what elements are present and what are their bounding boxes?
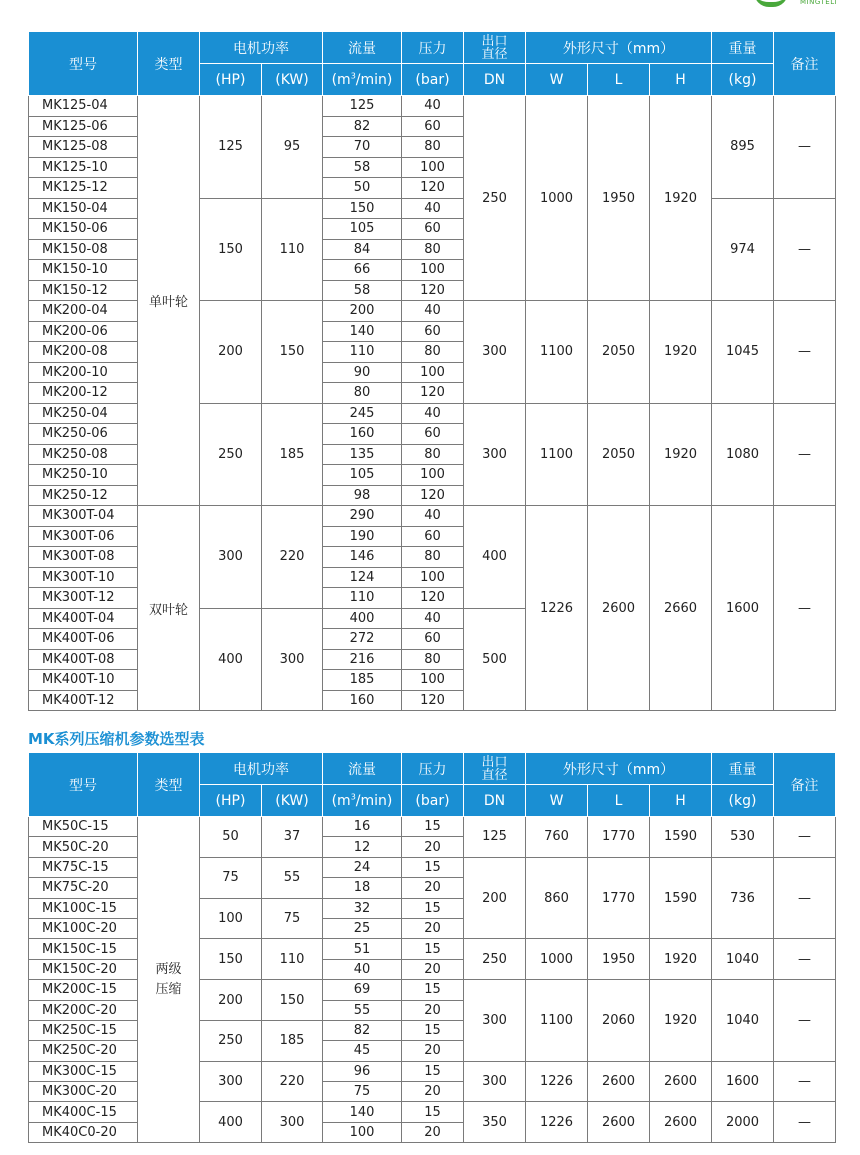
flow-cell: 110 <box>323 342 402 363</box>
pressure-cell: 120 <box>402 178 464 199</box>
flow-cell: 45 <box>323 1041 402 1061</box>
hp-cell: 125 <box>200 96 262 199</box>
pressure-cell: 120 <box>402 485 464 506</box>
dn-cell: 200 <box>464 857 526 939</box>
pressure-cell: 20 <box>402 1082 464 1102</box>
flow-cell: 84 <box>323 239 402 260</box>
model-cell: MK125-08 <box>29 137 138 158</box>
flow-cell: 272 <box>323 629 402 650</box>
l-cell: 1770 <box>588 817 650 858</box>
model-cell: MK250C-15 <box>29 1020 138 1040</box>
w-cell: 760 <box>526 817 588 858</box>
model-cell: MK75C-15 <box>29 857 138 877</box>
model-cell: MK400T-06 <box>29 629 138 650</box>
unit-kg: (kg) <box>712 64 774 96</box>
flow-cell: 51 <box>323 939 402 959</box>
header-type: 类型 <box>138 32 200 96</box>
model-cell: MK200-08 <box>29 342 138 363</box>
flow-cell: 69 <box>323 980 402 1000</box>
h-cell: 2660 <box>650 506 712 711</box>
w-cell: 1226 <box>526 1061 588 1102</box>
dn-cell: 300 <box>464 403 526 506</box>
flow-cell: 146 <box>323 547 402 568</box>
h-cell: 1920 <box>650 301 712 404</box>
model-cell: MK400C-15 <box>29 1102 138 1122</box>
kw-cell: 37 <box>262 817 323 858</box>
model-cell: MK400T-12 <box>29 690 138 711</box>
type-cell: 两级 压缩 <box>138 817 200 1143</box>
flow-cell: 140 <box>323 321 402 342</box>
flow-cell: 58 <box>323 157 402 178</box>
header-outlet: 出口 直径 <box>464 753 526 785</box>
flow-cell: 96 <box>323 1061 402 1081</box>
l-cell: 1770 <box>588 857 650 939</box>
model-cell: MK300T-08 <box>29 547 138 568</box>
h-cell: 1590 <box>650 857 712 939</box>
model-cell: MK250-12 <box>29 485 138 506</box>
h-cell: 1920 <box>650 980 712 1062</box>
l-cell: 2600 <box>588 1102 650 1143</box>
header-remark: 备注 <box>774 32 836 96</box>
model-cell: MK75C-20 <box>29 878 138 898</box>
kw-cell: 110 <box>262 198 323 301</box>
weight-cell: 1600 <box>712 506 774 711</box>
flow-cell: 200 <box>323 301 402 322</box>
w-cell: 1226 <box>526 1102 588 1143</box>
unit-bar: (bar) <box>402 64 464 96</box>
header-pressure: 压力 <box>402 32 464 64</box>
remark-cell: — <box>774 939 836 980</box>
h-cell: 1920 <box>650 403 712 506</box>
kw-cell: 95 <box>262 96 323 199</box>
header-model: 型号 <box>29 32 138 96</box>
model-cell: MK150-12 <box>29 280 138 301</box>
l-cell: 2050 <box>588 301 650 404</box>
header-motor-power: 电机功率 <box>200 32 323 64</box>
model-cell: MK125-10 <box>29 157 138 178</box>
model-cell: MK50C-15 <box>29 817 138 837</box>
flow-cell: 400 <box>323 608 402 629</box>
dn-cell: 350 <box>464 1102 526 1143</box>
hp-cell: 300 <box>200 506 262 609</box>
hp-cell: 150 <box>200 198 262 301</box>
h-cell: 1920 <box>650 939 712 980</box>
pressure-cell: 15 <box>402 857 464 877</box>
weight-cell: 530 <box>712 817 774 858</box>
pressure-cell: 40 <box>402 608 464 629</box>
l-cell: 2050 <box>588 403 650 506</box>
model-cell: MK250-06 <box>29 424 138 445</box>
pressure-cell: 80 <box>402 342 464 363</box>
model-cell: MK150-04 <box>29 198 138 219</box>
model-cell: MK300C-15 <box>29 1061 138 1081</box>
pressure-cell: 60 <box>402 424 464 445</box>
model-cell: MK100C-15 <box>29 898 138 918</box>
flow-cell: 290 <box>323 506 402 527</box>
pressure-cell: 15 <box>402 980 464 1000</box>
pressure-cell: 100 <box>402 465 464 486</box>
pressure-cell: 100 <box>402 670 464 691</box>
pressure-cell: 60 <box>402 321 464 342</box>
pressure-cell: 60 <box>402 116 464 137</box>
w-cell: 1226 <box>526 506 588 711</box>
pressure-cell: 100 <box>402 567 464 588</box>
pressure-cell: 15 <box>402 1020 464 1040</box>
flow-cell: 245 <box>323 403 402 424</box>
flow-cell: 80 <box>323 383 402 404</box>
model-cell: MK125-06 <box>29 116 138 137</box>
w-cell: 1000 <box>526 939 588 980</box>
table-row <box>29 506 836 527</box>
brand-name: MINGTELI <box>800 0 838 6</box>
remark-cell: — <box>774 403 836 506</box>
unit-hp: (HP) <box>200 785 262 817</box>
pressure-cell: 80 <box>402 547 464 568</box>
header-motor-power: 电机功率 <box>200 753 323 785</box>
model-cell: MK150-06 <box>29 219 138 240</box>
w-cell: 1100 <box>526 403 588 506</box>
pressure-cell: 120 <box>402 690 464 711</box>
weight-cell: 1040 <box>712 980 774 1062</box>
flow-cell: 160 <box>323 690 402 711</box>
unit-flow: $(m^3/\min)$ <box>323 785 402 817</box>
w-cell: 860 <box>526 857 588 939</box>
dn-cell: 300 <box>464 1061 526 1102</box>
weight-cell: 736 <box>712 857 774 939</box>
hp-cell: 250 <box>200 403 262 506</box>
unit-bar: (bar) <box>402 785 464 817</box>
hp-cell: 400 <box>200 1102 262 1143</box>
hp-cell: 200 <box>200 980 262 1021</box>
logo-swoosh-icon <box>754 0 788 7</box>
flow-cell: 100 <box>323 1122 402 1142</box>
flow-cell: 32 <box>323 898 402 918</box>
model-cell: MK200C-20 <box>29 1000 138 1020</box>
pressure-cell: 120 <box>402 383 464 404</box>
table-row <box>29 817 836 837</box>
pressure-cell: 100 <box>402 362 464 383</box>
model-cell: MK125-12 <box>29 178 138 199</box>
dn-cell: 400 <box>464 506 526 609</box>
model-cell: MK250-08 <box>29 444 138 465</box>
hp-cell: 150 <box>200 939 262 980</box>
pressure-cell: 40 <box>402 403 464 424</box>
hp-cell: 100 <box>200 898 262 939</box>
pressure-cell: 40 <box>402 301 464 322</box>
flow-cell: 125 <box>323 96 402 117</box>
dn-cell: 250 <box>464 939 526 980</box>
pressure-cell: 80 <box>402 444 464 465</box>
model-cell: MK300T-10 <box>29 567 138 588</box>
pressure-cell: 120 <box>402 280 464 301</box>
kw-cell: 300 <box>262 608 323 711</box>
model-cell: MK125-04 <box>29 96 138 117</box>
pressure-cell: 15 <box>402 817 464 837</box>
model-cell: MK100C-20 <box>29 918 138 938</box>
model-cell: MK150-08 <box>29 239 138 260</box>
weight-cell: 1045 <box>712 301 774 404</box>
header-pressure: 压力 <box>402 753 464 785</box>
h-cell: 2600 <box>650 1102 712 1143</box>
l-cell: 1950 <box>588 96 650 301</box>
kw-cell: 55 <box>262 857 323 898</box>
flow-cell: 25 <box>323 918 402 938</box>
hp-cell: 200 <box>200 301 262 404</box>
model-cell: MK250-10 <box>29 465 138 486</box>
unit-l: L <box>588 64 650 96</box>
unit-l: L <box>588 785 650 817</box>
pressure-cell: 20 <box>402 918 464 938</box>
flow-cell: 185 <box>323 670 402 691</box>
remark-cell: — <box>774 198 836 301</box>
unit-w: W <box>526 785 588 817</box>
remark-cell: — <box>774 817 836 858</box>
unit-h: H <box>650 64 712 96</box>
model-cell: MK300T-12 <box>29 588 138 609</box>
remark-cell: — <box>774 1061 836 1102</box>
l-cell: 2600 <box>588 1061 650 1102</box>
pressure-cell: 60 <box>402 219 464 240</box>
flow-cell: 140 <box>323 1102 402 1122</box>
flow-cell: 75 <box>323 1082 402 1102</box>
weight-cell: 1080 <box>712 403 774 506</box>
weight-cell: 974 <box>712 198 774 301</box>
header-dimensions: 外形尺寸（mm） <box>526 753 712 785</box>
blower-spec-table <box>28 31 836 711</box>
kw-cell: 150 <box>262 980 323 1021</box>
flow-cell: 24 <box>323 857 402 877</box>
kw-cell: 220 <box>262 1061 323 1102</box>
model-cell: MK400T-04 <box>29 608 138 629</box>
unit-kw: (KW) <box>262 785 323 817</box>
model-cell: MK400T-08 <box>29 649 138 670</box>
pressure-cell: 20 <box>402 1122 464 1142</box>
header-type: 类型 <box>138 753 200 817</box>
w-cell: 1100 <box>526 980 588 1062</box>
pressure-cell: 20 <box>402 878 464 898</box>
flow-cell: 90 <box>323 362 402 383</box>
pressure-cell: 40 <box>402 96 464 117</box>
model-cell: MK150C-20 <box>29 959 138 979</box>
pressure-cell: 20 <box>402 837 464 857</box>
flow-cell: 82 <box>323 116 402 137</box>
dn-cell: 300 <box>464 301 526 404</box>
model-cell: MK150-10 <box>29 260 138 281</box>
l-cell: 1950 <box>588 939 650 980</box>
unit-dn: DN <box>464 785 526 817</box>
kw-cell: 150 <box>262 301 323 404</box>
weight-cell: 895 <box>712 96 774 199</box>
kw-cell: 185 <box>262 1020 323 1061</box>
model-cell: MK200-10 <box>29 362 138 383</box>
kw-cell: 185 <box>262 403 323 506</box>
pressure-cell: 80 <box>402 649 464 670</box>
pressure-cell: 80 <box>402 137 464 158</box>
type-cell: 双叶轮 <box>138 506 200 711</box>
pressure-cell: 20 <box>402 1041 464 1061</box>
pressure-cell: 15 <box>402 1102 464 1122</box>
pressure-cell: 100 <box>402 260 464 281</box>
h-cell: 2600 <box>650 1061 712 1102</box>
pressure-cell: 60 <box>402 629 464 650</box>
w-cell: 1100 <box>526 301 588 404</box>
unit-hp: (HP) <box>200 64 262 96</box>
hp-cell: 400 <box>200 608 262 711</box>
kw-cell: 75 <box>262 898 323 939</box>
flow-cell: 135 <box>323 444 402 465</box>
header-remark: 备注 <box>774 753 836 817</box>
model-cell: MK40C0-20 <box>29 1122 138 1142</box>
flow-cell: 150 <box>323 198 402 219</box>
flow-cell: 160 <box>323 424 402 445</box>
h-cell: 1590 <box>650 817 712 858</box>
header-weight: 重量 <box>712 32 774 64</box>
flow-cell: 16 <box>323 817 402 837</box>
model-cell: MK200-06 <box>29 321 138 342</box>
pressure-cell: 40 <box>402 198 464 219</box>
header-model: 型号 <box>29 753 138 817</box>
unit-kw: (KW) <box>262 64 323 96</box>
flow-cell: 105 <box>323 219 402 240</box>
remark-cell: — <box>774 980 836 1062</box>
pressure-cell: 15 <box>402 939 464 959</box>
model-cell: MK50C-20 <box>29 837 138 857</box>
pressure-cell: 100 <box>402 157 464 178</box>
remark-cell: — <box>774 506 836 711</box>
l-cell: 2060 <box>588 980 650 1062</box>
flow-cell: 18 <box>323 878 402 898</box>
remark-cell: — <box>774 96 836 199</box>
model-cell: MK300T-06 <box>29 526 138 547</box>
pressure-cell: 15 <box>402 898 464 918</box>
flow-cell: 110 <box>323 588 402 609</box>
remark-cell: — <box>774 857 836 939</box>
header-weight: 重量 <box>712 753 774 785</box>
type-cell: 单叶轮 <box>138 96 200 506</box>
remark-cell: — <box>774 301 836 404</box>
unit-h: H <box>650 785 712 817</box>
flow-cell: 98 <box>323 485 402 506</box>
model-cell: MK250-04 <box>29 403 138 424</box>
pressure-cell: 15 <box>402 1061 464 1081</box>
dn-cell: 300 <box>464 980 526 1062</box>
flow-cell: 216 <box>323 649 402 670</box>
remark-cell: — <box>774 1102 836 1143</box>
weight-cell: 2000 <box>712 1102 774 1143</box>
unit-dn: DN <box>464 64 526 96</box>
compressor-spec-table <box>28 752 836 1143</box>
model-cell: MK300T-04 <box>29 506 138 527</box>
flow-cell: 70 <box>323 137 402 158</box>
weight-cell: 1600 <box>712 1061 774 1102</box>
kw-cell: 300 <box>262 1102 323 1143</box>
table-row <box>29 96 836 117</box>
pressure-cell: 80 <box>402 239 464 260</box>
h-cell: 1920 <box>650 96 712 301</box>
model-cell: MK250C-20 <box>29 1041 138 1061</box>
pressure-cell: 60 <box>402 526 464 547</box>
weight-cell: 1040 <box>712 939 774 980</box>
model-cell: MK300C-20 <box>29 1082 138 1102</box>
section-title: MK系列压缩机参数选型表 <box>28 730 205 748</box>
flow-cell: 55 <box>323 1000 402 1020</box>
model-cell: MK200-12 <box>29 383 138 404</box>
unit-flow: $(m^3/\min)$ <box>323 64 402 96</box>
flow-cell: 40 <box>323 959 402 979</box>
flow-cell: 124 <box>323 567 402 588</box>
header-flow: 流量 <box>323 753 402 785</box>
model-cell: MK150C-15 <box>29 939 138 959</box>
flow-cell: 105 <box>323 465 402 486</box>
model-cell: MK400T-10 <box>29 670 138 691</box>
kw-cell: 220 <box>262 506 323 609</box>
unit-w: W <box>526 64 588 96</box>
l-cell: 2600 <box>588 506 650 711</box>
brand-logo <box>738 0 848 12</box>
flow-cell: 12 <box>323 837 402 857</box>
dn-cell: 250 <box>464 96 526 301</box>
unit-kg: (kg) <box>712 785 774 817</box>
flow-cell: 58 <box>323 280 402 301</box>
header-outlet: 出口 直径 <box>464 32 526 64</box>
pressure-cell: 120 <box>402 588 464 609</box>
header-flow: 流量 <box>323 32 402 64</box>
flow-cell: 82 <box>323 1020 402 1040</box>
w-cell: 1000 <box>526 96 588 301</box>
dn-cell: 125 <box>464 817 526 858</box>
hp-cell: 75 <box>200 857 262 898</box>
model-cell: MK200C-15 <box>29 980 138 1000</box>
kw-cell: 110 <box>262 939 323 980</box>
hp-cell: 250 <box>200 1020 262 1061</box>
flow-cell: 190 <box>323 526 402 547</box>
hp-cell: 300 <box>200 1061 262 1102</box>
pressure-cell: 20 <box>402 959 464 979</box>
pressure-cell: 40 <box>402 506 464 527</box>
flow-cell: 50 <box>323 178 402 199</box>
dn-cell: 500 <box>464 608 526 711</box>
flow-cell: 66 <box>323 260 402 281</box>
hp-cell: 50 <box>200 817 262 858</box>
pressure-cell: 20 <box>402 1000 464 1020</box>
model-cell: MK200-04 <box>29 301 138 322</box>
header-dimensions: 外形尺寸（mm） <box>526 32 712 64</box>
